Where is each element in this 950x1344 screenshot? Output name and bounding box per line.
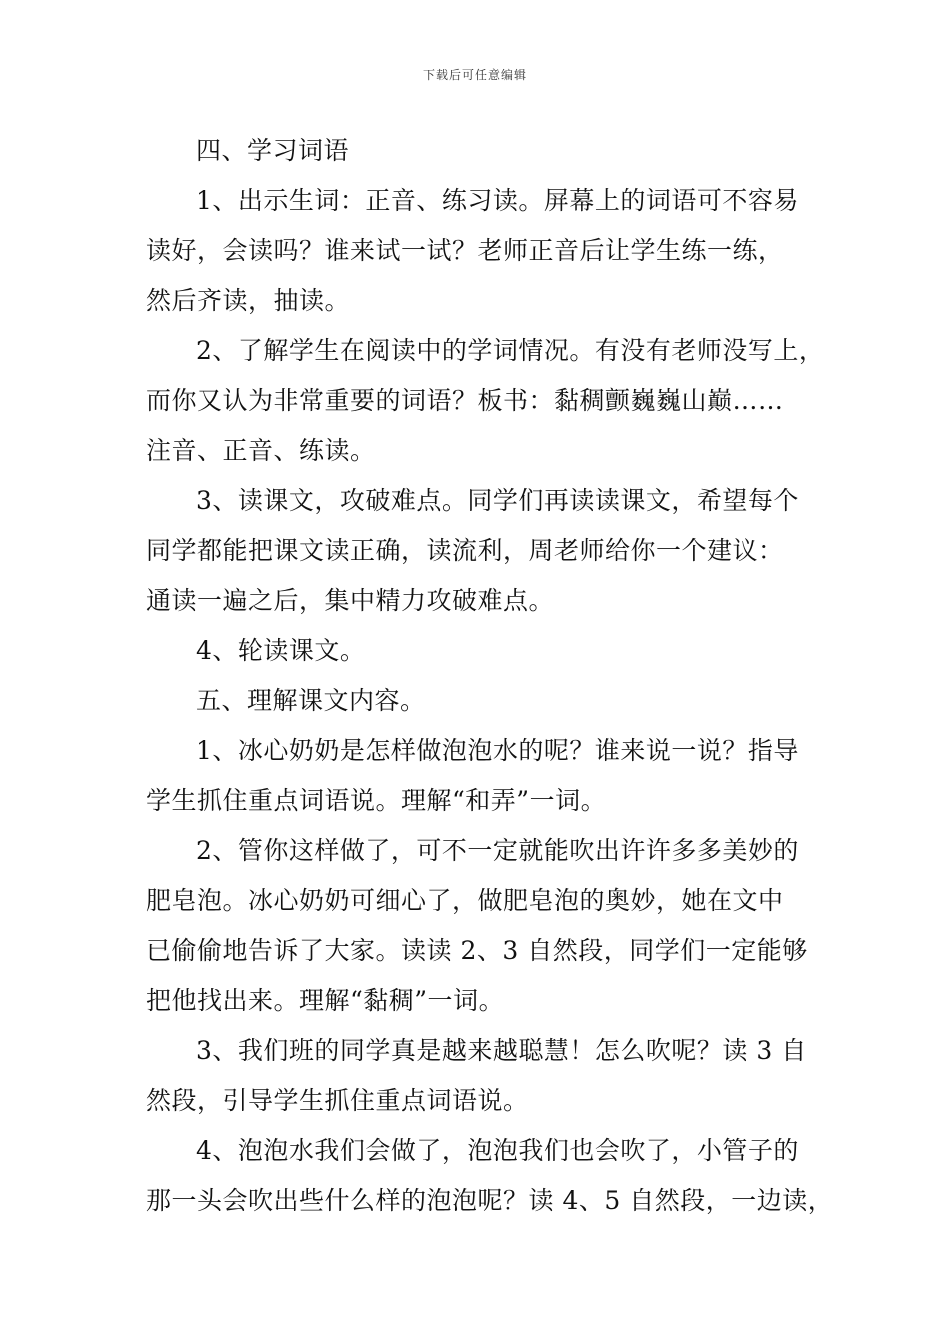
paragraph-2 (146, 326, 825, 476)
text-line: 把他找出来。理解“黏稠”一词。 (146, 986, 505, 1015)
text-line: 注音、正音、练读。 (146, 436, 376, 465)
paragraph-section-five-title (146, 676, 810, 726)
header-note: 下载后可任意编辑 (422, 68, 527, 82)
text-line: 4、泡泡水我们会做了，泡泡我们也会吹了，小管子的 (196, 1136, 799, 1165)
text-line: 同学都能把课文读正确，读流利，周老师给你一个建议： (146, 536, 784, 565)
paragraph-4 (146, 626, 810, 676)
text-line: 读好，会读吗？谁来试一试？老师正音后让学生练一练， (146, 236, 784, 265)
paragraph-5-2 (146, 826, 810, 1026)
text-line: 1、冰心奶奶是怎样做泡泡水的呢？谁来说一说？指导 (196, 736, 799, 765)
text-line: 3、读课文，攻破难点。同学们再读读课文，希望每个 (196, 486, 799, 515)
text-line: 肥皂泡。冰心奶奶可细心了，做肥皂泡的奥妙，她在文中 (146, 886, 784, 915)
paragraph-5-3 (146, 1026, 810, 1126)
document-body (146, 126, 834, 1226)
text-line: 4、轮读课文。 (196, 636, 366, 665)
text-line: 而你又认为非常重要的词语？板书：黏稠颤巍巍山巅…… (146, 386, 784, 415)
text-line: 1、出示生词：正音、练习读。屏幕上的词语可不容易 (196, 186, 799, 215)
text-line: 2、了解学生在阅读中的学词情况。有没有老师没写上， (196, 336, 825, 365)
paragraph-5-4 (146, 1126, 834, 1226)
text-line: 然后齐读，抽读。 (146, 286, 351, 315)
text-line: 已偷偷地告诉了大家。读读 2、3 自然段，同学们一定能够 (146, 936, 808, 965)
paragraph-5-1 (146, 726, 810, 826)
text-line: 3、我们班的同学真是越来越聪慧！怎么吹呢？读 3 自 (196, 1036, 807, 1065)
text-line: 五、理解课文内容。 (196, 686, 426, 715)
paragraph-1 (146, 176, 810, 326)
text-line: 四、学习词语 (196, 136, 350, 165)
text-line: 然段，引导学生抓住重点词语说。 (146, 1086, 529, 1115)
text-line: 2、管你这样做了，可不一定就能吹出许许多多美妙的 (196, 836, 799, 865)
text-line: 通读一遍之后，集中精力攻破难点。 (146, 586, 555, 615)
text-line: 那一头会吹出些什么样的泡泡呢？读 4、5 自然段，一边读， (146, 1186, 834, 1215)
paragraph-section-four-title (146, 126, 810, 176)
paragraph-3 (146, 476, 810, 626)
text-line: 学生抓住重点词语说。理解“和弄”一词。 (146, 786, 607, 815)
